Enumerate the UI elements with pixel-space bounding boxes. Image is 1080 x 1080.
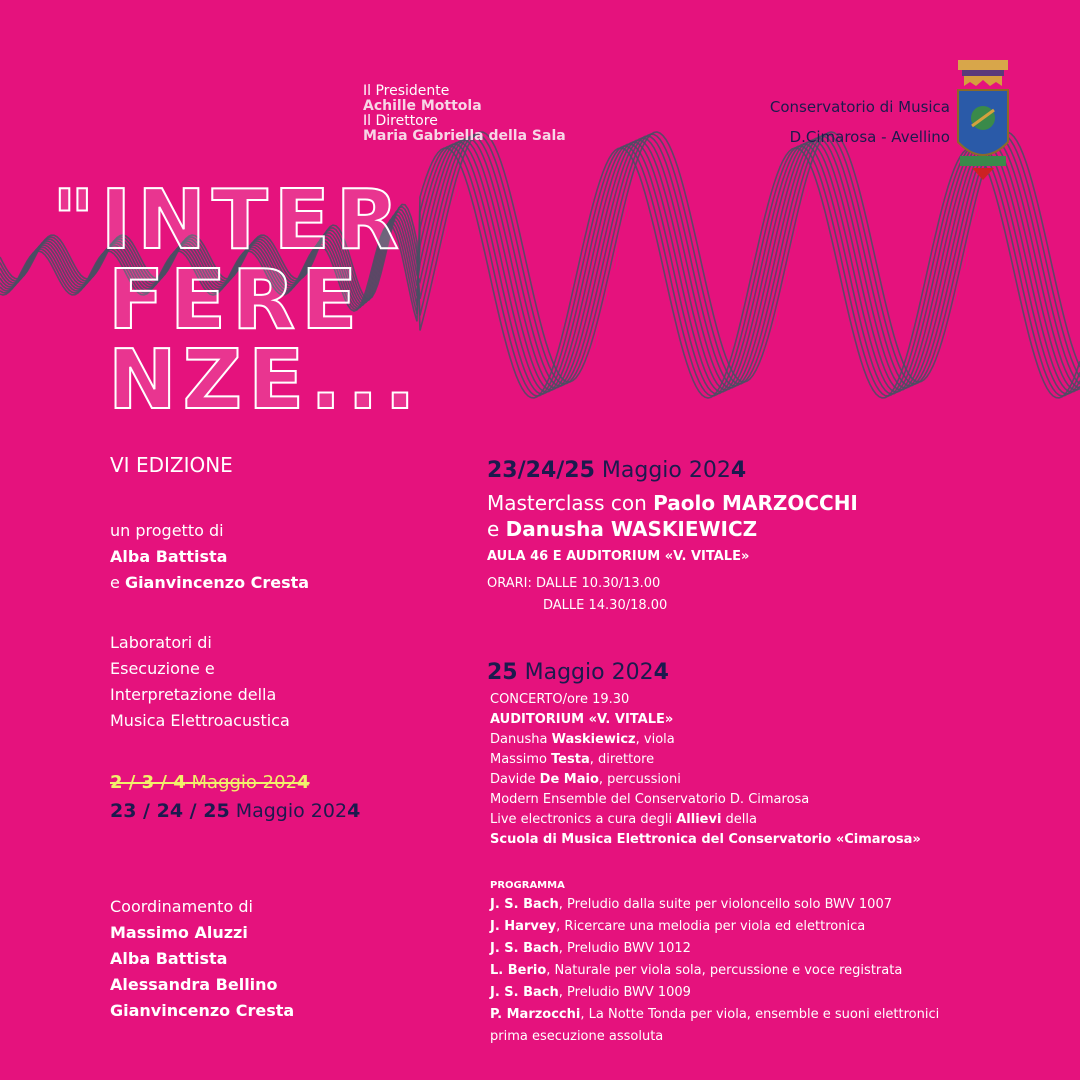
president-label: Il Presidente bbox=[363, 83, 450, 99]
concert-date bbox=[487, 660, 669, 685]
program-work: , Naturale per viola sola, percussione e voce registrata bbox=[546, 963, 903, 978]
live-electronics bbox=[490, 810, 921, 830]
live-suffix: della bbox=[721, 812, 757, 827]
ensemble: Modern Ensemble del Conservatorio D. Cimarosa bbox=[490, 792, 810, 807]
program-item bbox=[490, 982, 939, 1004]
program-composer: J. Harvey bbox=[490, 919, 557, 934]
institution-line1: Conservatorio di Musica bbox=[769, 98, 950, 116]
masterclass-days: 23/24/25 bbox=[487, 458, 595, 483]
project-conj: e bbox=[110, 573, 125, 592]
project-label: un progetto di bbox=[110, 521, 224, 540]
new-days: 23 / 24 / 25 bbox=[110, 800, 230, 822]
concert-venue: AUDITORIUM «V. VITALE» bbox=[490, 712, 674, 727]
old-days: 2 / 3 / 4 bbox=[110, 772, 186, 793]
concert-details bbox=[490, 690, 921, 850]
performer-role: , percussioni bbox=[598, 772, 681, 787]
performer-last: Waskiewicz bbox=[551, 732, 636, 747]
concert-year-end: 4 bbox=[653, 660, 669, 685]
title-line2: FERE bbox=[108, 253, 364, 348]
program-item bbox=[490, 916, 939, 938]
institution-line2: D.Cimarosa - Avellino bbox=[789, 128, 950, 146]
masterclass-year-end: 4 bbox=[730, 458, 747, 483]
institution bbox=[770, 92, 950, 152]
performer-first: Massimo bbox=[490, 752, 552, 767]
lab-block bbox=[110, 630, 290, 734]
director-name: Maria Gabriella della Sala bbox=[363, 128, 566, 144]
lab-line4: Musica Elettroacustica bbox=[110, 711, 290, 730]
masterclass-hours bbox=[487, 573, 667, 617]
program-composer: J. S. Bach bbox=[490, 941, 559, 956]
masterclass-prefix: Masterclass con bbox=[487, 491, 654, 515]
program-item bbox=[490, 960, 939, 982]
masterclass-line1 bbox=[487, 490, 858, 516]
performer-first: Davide bbox=[490, 772, 540, 787]
performer bbox=[490, 750, 921, 770]
concert-day: 25 bbox=[487, 660, 518, 685]
project-block bbox=[110, 518, 309, 596]
masterclass-title bbox=[487, 490, 858, 542]
coord-label: Coordinamento di bbox=[110, 897, 253, 916]
president-name: Achille Mottola bbox=[363, 98, 482, 114]
lab-line3: Interpretazione della bbox=[110, 685, 277, 704]
project-author2: Gianvincenzo Cresta bbox=[124, 573, 310, 592]
coord-block bbox=[110, 894, 294, 1024]
coordinator: Alessandra Bellino bbox=[110, 975, 278, 994]
old-month: Maggio 202 bbox=[185, 772, 298, 793]
performer-first: Danusha bbox=[490, 732, 552, 747]
masterclass-teacher1: Paolo MARZOCCHI bbox=[653, 491, 858, 515]
coordinator: Massimo Aluzzi bbox=[110, 923, 248, 942]
program-list bbox=[490, 894, 939, 1048]
program-work: , Preludio BWV 1009 bbox=[558, 985, 691, 1000]
title-line3: NZE... bbox=[108, 333, 422, 428]
edition: VI EDIZIONE bbox=[110, 453, 233, 477]
program-composer: P. Marzocchi bbox=[490, 1007, 581, 1022]
director-label: Il Direttore bbox=[363, 113, 438, 129]
performer-last: De Maio bbox=[539, 772, 599, 787]
live-bold: Allievi bbox=[676, 812, 722, 827]
project-author1: Alba Battista bbox=[110, 547, 228, 566]
live-prefix: Live electronics a cura degli bbox=[490, 812, 677, 827]
coat-of-arms-icon bbox=[952, 56, 1014, 184]
program-item bbox=[490, 894, 939, 916]
program-composer: J. S. Bach bbox=[490, 897, 559, 912]
performer-role: , direttore bbox=[589, 752, 655, 767]
masterclass-line2 bbox=[487, 516, 858, 542]
program-composer: J. S. Bach bbox=[490, 985, 559, 1000]
concert-time: CONCERTO/ore 19.30 bbox=[490, 692, 630, 707]
masterclass-month: Maggio 202 bbox=[594, 458, 731, 483]
program-item bbox=[490, 1004, 939, 1026]
program-composer: L. Berio bbox=[490, 963, 547, 978]
header-credits bbox=[363, 84, 566, 144]
concert-month: Maggio 202 bbox=[517, 660, 654, 685]
school: Scuola di Musica Elettronica del Conservatorio «Cimarosa» bbox=[490, 832, 921, 847]
new-month: Maggio 202 bbox=[229, 800, 348, 822]
coordinator: Gianvincenzo Cresta bbox=[110, 1001, 295, 1020]
masterclass-conj: e bbox=[487, 517, 506, 541]
program-work: , Preludio BWV 1012 bbox=[558, 941, 691, 956]
coordinator: Alba Battista bbox=[110, 949, 228, 968]
project-author2-line bbox=[110, 570, 309, 596]
program-note: prima esecuzione assoluta bbox=[490, 1029, 664, 1044]
performer-role: , viola bbox=[635, 732, 675, 747]
old-dates bbox=[110, 772, 310, 793]
masterclass-venue: AULA 46 E AUDITORIUM «V. VITALE» bbox=[487, 549, 750, 564]
performer-last: Testa bbox=[551, 752, 590, 767]
masterclass-date bbox=[487, 458, 746, 483]
new-year-end: 4 bbox=[347, 800, 361, 822]
hours-line1: ORARI: DALLE 10.30/13.00 bbox=[487, 576, 661, 591]
performer bbox=[490, 770, 921, 790]
lab-line1: Laboratori di bbox=[110, 633, 212, 652]
hours-line2: DALLE 14.30/18.00 bbox=[543, 598, 668, 613]
new-dates bbox=[110, 800, 360, 822]
masterclass-teacher2: Danusha WASKIEWICZ bbox=[505, 517, 758, 541]
program-label: PROGRAMMA bbox=[490, 880, 565, 891]
performer bbox=[490, 730, 921, 750]
program-item bbox=[490, 938, 939, 960]
lab-line2: Esecuzione e bbox=[110, 659, 215, 678]
program-work: , La Notte Tonda per viola, ensemble e suoni elettronici bbox=[580, 1007, 940, 1022]
program-work: , Preludio dalla suite per violoncello solo BWV 1007 bbox=[558, 897, 892, 912]
title-line1: "INTER bbox=[52, 173, 405, 268]
program-work: , Ricercare una melodia per viola ed elettronica bbox=[556, 919, 866, 934]
old-year-end: 4 bbox=[297, 772, 310, 793]
